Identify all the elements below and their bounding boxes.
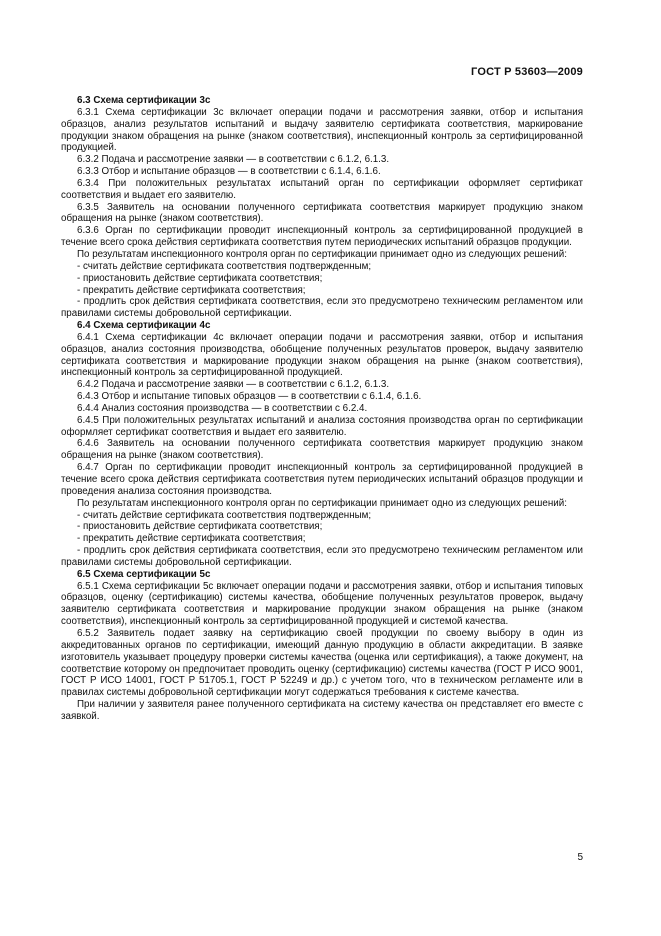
section-heading: 6.5 Схема сертификации 5с xyxy=(77,568,211,580)
section-heading: 6.4 Схема сертификации 4с xyxy=(77,320,211,332)
page-number: 5 xyxy=(577,852,583,863)
list-item: - приостановить действие сертификата соответствия; xyxy=(77,272,323,284)
paragraph: 6.4.7 Орган по сертификации проводит инспекционный контроль за сертифицированной продукцией в течение всего срока действия сертификата соответствия путем периодических испытаний образцов продукции и проведения анализа состояния производства. xyxy=(61,462,583,497)
paragraph: 6.4.6 Заявитель на основании полученного сертификата соответствия маркирует продукцию знаком обращения на рынке (знаком соответствия). xyxy=(61,438,583,462)
paragraph: 6.3.4 При положительных результатах испытаний орган по сертификации оформляет сертификат соответствия и выдает его заявителю. xyxy=(61,177,583,201)
paragraph: 6.3.2 Подача и рассмотрение заявки — в соответствии с 6.1.2, 6.1.3. xyxy=(77,154,390,166)
list-item: - прекратить действие сертификата соответствия; xyxy=(77,533,306,545)
paragraph: 6.4.1 Схема сертификации 4с включает операции подачи и рассмотрения заявки, отбор и испытания образцов, анализ состояния производства, обобщение полученных результатов проверок, выдачу заявителю сертификата соответствия и маркирование продукции знаком обращения на рынке (знаком соответствия), инспекционный контроль за сертифицированной продукцией. xyxy=(61,331,583,379)
paragraph: По результатам инспекционного контроля орган по сертификации принимает одно из следующих решений: xyxy=(77,497,567,509)
paragraph: По результатам инспекционного контроля орган по сертификации принимает одно из следующих решений: xyxy=(77,248,567,260)
paragraph: 6.3.6 Орган по сертификации проводит инспекционный контроль за сертифицированной продукцией в течение всего срока действия сертификата соответствия путем периодических испытаний образцов продукции. xyxy=(61,225,583,249)
list-item: - считать действие сертификата соответствия подтвержденным; xyxy=(77,509,372,521)
paragraph: 6.4.2 Подача и рассмотрение заявки — в соответствии с 6.1.2, 6.1.3. xyxy=(77,379,390,391)
paragraph: 6.4.5 При положительных результатах испытаний и анализа состояния производства орган по сертификации оформляет сертификат соответствия и выдает его заявителю. xyxy=(61,414,583,438)
list-item: - приостановить действие сертификата соответствия; xyxy=(77,521,323,533)
paragraph: 6.3.5 Заявитель на основании полученного сертификата соответствия маркирует продукцию знаком обращения на рынке (знаком соответствия). xyxy=(61,201,583,225)
list-item: - продлить срок действия сертификата соответствия, если это предусмотрено техническим регламентом или правилами системы добровольной сертификации. xyxy=(61,545,583,568)
document-body xyxy=(61,95,583,723)
list-item: - считать действие сертификата соответствия подтвержденным; xyxy=(77,260,372,272)
paragraph: 6.3.3 Отбор и испытание образцов — в соответствии с 6.1.4, 6.1.6. xyxy=(77,166,381,178)
list-item: - прекратить действие сертификата соответствия; xyxy=(77,284,306,296)
document-code-header: ГОСТ Р 53603—2009 xyxy=(471,66,583,78)
paragraph: 6.5.1 Схема сертификации 5с включает операции подачи и рассмотрения заявки, отбор и испытания типовых образцов, оценку (сертификацию) системы качества, обобщение полученных результатов проверок, выдачу заявителю сертификата соответствия и маркирование продукции знаком обращения на рынке (знаком соответствия), инспекционный контроль за сертифицированной продукцией и системой качества. xyxy=(61,580,583,628)
paragraph: При наличии у заявителя ранее полученного сертификата на систему качества он представляет его вместе с заявкой. xyxy=(61,699,583,722)
paragraph: 6.4.3 Отбор и испытание типовых образцов — в соответствии с 6.1.4, 6.1.6. xyxy=(77,391,422,403)
paragraph: 6.4.4 Анализ состояния производства — в соответствии с 6.2.4. xyxy=(77,402,368,414)
paragraph: 6.3.1 Схема сертификации 3с включает операции подачи и рассмотрения заявки, отбор и испытания образцов, анализ результатов испытаний и выдачу заявителю сертификата соответствия, маркирование продукции знаком обращения на рынке (знаком соответствия), инспекционный контроль за сертифицированной продукцией. xyxy=(61,106,583,154)
list-item: - продлить срок действия сертификата соответствия, если это предусмотрено техническим регламентом или правилами системы добровольной сертификации. xyxy=(61,296,583,320)
section-heading: 6.3 Схема сертификации 3с xyxy=(77,95,211,106)
paragraph: 6.5.2 Заявитель подает заявку на сертификацию своей продукции по своему выбору в один из аккредитованных органов по сертификации, имеющий данную продукцию в области аккредитации. В заявке изготовитель указывает процедуру проверки системы качества (оценка или сертификация), а также документ, на соответствие которому он предпочитает проводить оценку (сертификацию) системы качества (ГОСТ Р ИСО 9001, ГОСТ Р ИСО 14001, ГОСТ Р 51705.1, ГОСТ Р 52249 и др.) с учетом того, что в техническом регламенте или в правилах системы добровольной сертификации могут содержаться требования к системе качества. xyxy=(61,627,583,699)
